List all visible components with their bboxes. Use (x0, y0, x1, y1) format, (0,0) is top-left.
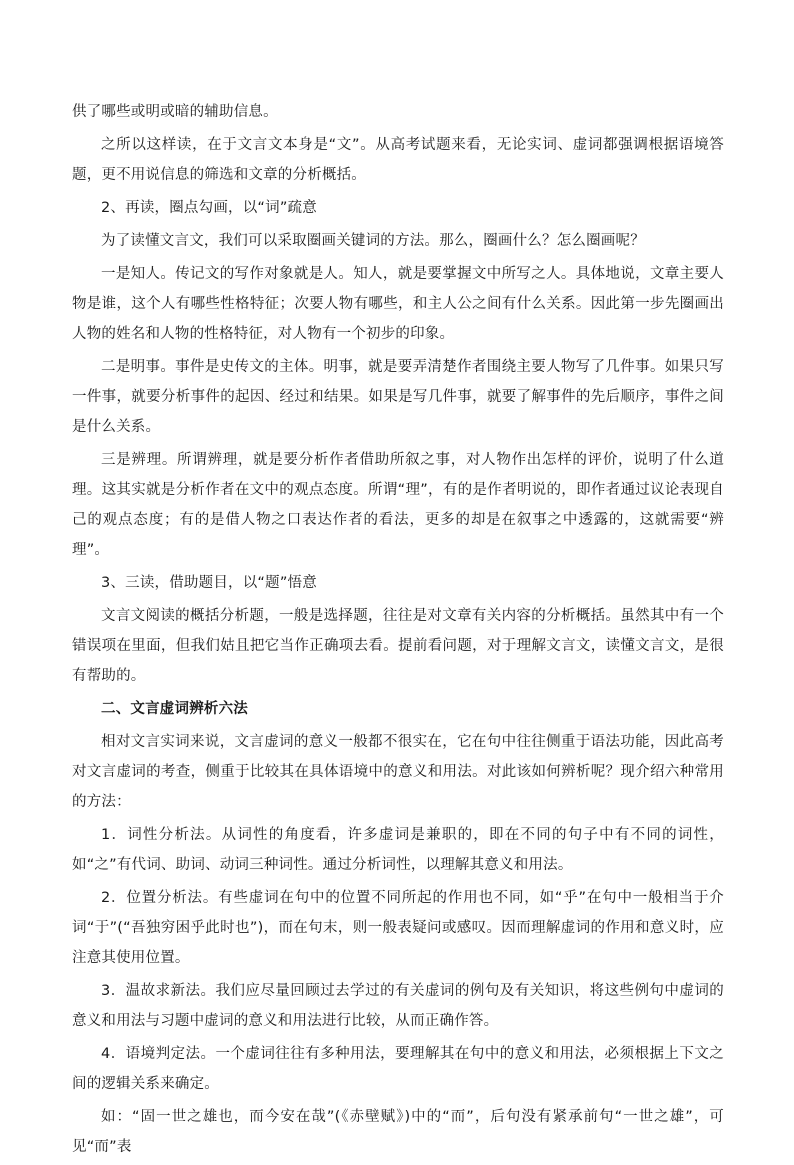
paragraph-function-words-intro: 相对文言实词来说，文言虚词的意义一般都不很实在，它在句中往往侧重于语法功能，因此高考对文言虚词的考查，侧重于比较其在具体语境中的意义和用法。对此该如何辨析呢？现介绍六种常用的方法： (72, 734, 724, 810)
paragraph-2: 之所以这样读，在于文言文本身是“文”。从高考试题来看，无论实词、虚词都强调根据语境答题，更不用说信息的筛选和文章的分析概括。 (72, 137, 724, 183)
paragraph-method-2: 2．位置分析法。有些虚词在句中的位置不同所起的作用也不同，如“乎”在句中一般相当于介词“于”(“吾独穷困乎此时也”)，而在句末，则一般表疑问或感叹。因而理解虚词的作用和意义时，应注意其使用位置。 (72, 890, 724, 966)
paragraph-4: 为了读懂文言文，我们可以采取圈画关键词的方法。那么，圈画什么？怎么圈画呢？ (101, 233, 645, 249)
paragraph-discern-reason: 三是辨理。所谓辨理，就是要分析作者借助所叙之事，对人物作出怎样的评价，说明了什么道理。这其实就是分析作者在文中的观点态度。所谓“理”，有的是作者明说的，即作者通过议论表现自己的观点态度；有的是借人物之口表达作者的看法，更多的却是在叙事之中透露的，这就需要“辨理”。 (72, 452, 724, 558)
paragraph-method-1: 1．词性分析法。从词性的角度看，许多虚词是兼职的，即在不同的句子中有不同的词性，如“之”有代词、助词、动词三种词性。通过分析词性，以理解其意义和用法。 (72, 827, 724, 873)
paragraph-clarify-events: 二是明事。事件是史传文的主体。明事，就是要弄清楚作者围绕主要人物写了几件事。如果只写一件事，就要分析事件的起因、经过和结果。如果是写几件事，就要了解事件的先后顺序，事件之间是什么关系。 (72, 359, 724, 435)
paragraph-method-3: 3．温故求新法。我们应尽量回顾过去学过的有关虚词的例句及有关知识，将这些例句中虚词的意义和用法与习题中虚词的意义和用法进行比较，从而正确作答。 (72, 983, 724, 1029)
document-page (72, 97, 724, 1165)
section-heading-function-words: 二、文言虚词辨析六法 (101, 701, 248, 717)
subheading-third-reading: 3、三读，借助题目，以“题”悟意 (101, 575, 317, 591)
subheading-second-reading: 2、再读，圈点勾画，以“词”疏意 (101, 200, 317, 216)
paragraph-analysis-questions: 文言文阅读的概括分析题，一般是选择题，往往是对文章有关内容的分析概括。虽然其中有一个错误项在里面，但我们姑且把它当作正确项去看。提前看问题，对于理解文言文，读懂文言文，是很有帮助的。 (72, 608, 724, 684)
paragraph-method-4: 4．语境判定法。一个虚词往往有多种用法，要理解其在句中的意义和用法，必须根据上下文之间的逻辑关系来确定。 (72, 1046, 724, 1092)
paragraph-know-people: 一是知人。传记文的写作对象就是人。知人，就是要掌握文中所写之人。具体地说，文章主要人物是谁，这个人有哪些性格特征；次要人物有哪些，和主人公之间有什么关系。因此第一步先圈画出人物的姓名和人物的性格特征，对人物有一个初步的印象。 (72, 266, 724, 342)
paragraph-1: 供了哪些或明或暗的辅助信息。 (72, 104, 278, 120)
paragraph-example: 如：“固一世之雄也，而今安在哉”(《赤壁赋》)中的“而”，后句没有紧承前句“一世之雄”，可见“而”表 (72, 1109, 724, 1155)
